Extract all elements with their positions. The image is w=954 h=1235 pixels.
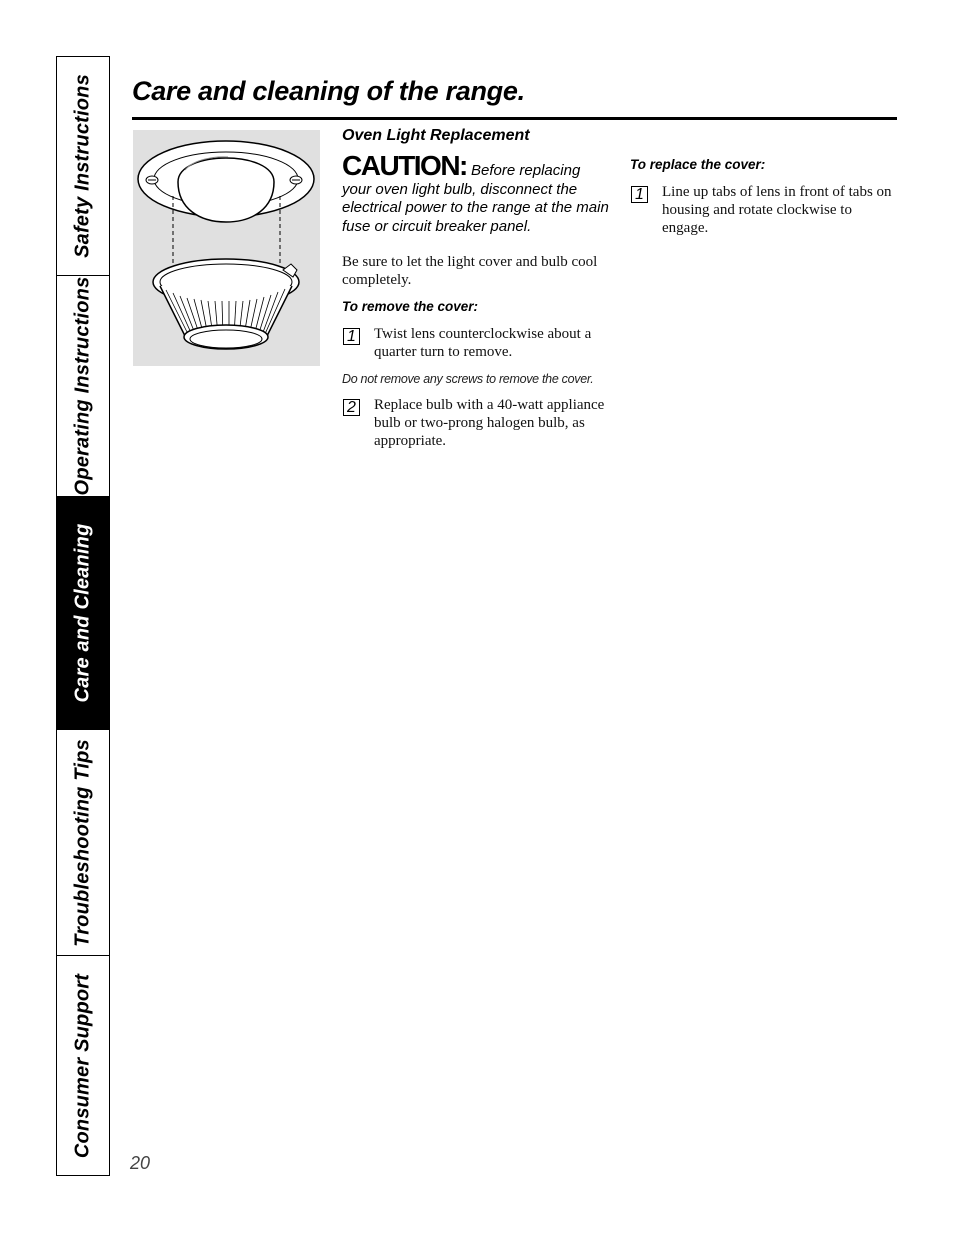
tab-label: Operating Instructions — [71, 276, 94, 496]
replace-step-1 — [630, 183, 895, 237]
title-divider — [132, 117, 897, 120]
tab-troubleshooting-tips[interactable] — [57, 730, 109, 956]
step-text: Twist lens counterclockwise about a quarter turn to remove. — [374, 326, 592, 360]
step-number: 2 — [343, 399, 360, 416]
tab-label: Safety Instructions — [71, 74, 94, 258]
page-number: 20 — [130, 1153, 151, 1173]
intro-paragraph: Be sure to let the light cover and bulb cool completely. — [342, 254, 598, 288]
instructions-column-right — [630, 157, 895, 237]
caution-notice — [342, 150, 612, 236]
step-text: Line up tabs of lens in front of tabs on housing and rotate clockwise to engage. — [662, 184, 892, 236]
tab-operating-instructions[interactable] — [57, 276, 109, 497]
light-cover-diagram — [133, 130, 320, 366]
section-tabs — [56, 56, 110, 1176]
section-heading: Oven Light Replacement — [342, 127, 530, 144]
remove-step-1 — [342, 325, 612, 361]
replace-cover-heading: To replace the cover: — [630, 157, 766, 172]
tab-label: Care and Cleaning — [71, 523, 94, 703]
page-title: Care and cleaning of the range. — [132, 76, 525, 106]
step-text: Replace bulb with a 40-watt appliance bulb or two-prong halogen bulb, as appropriate. — [374, 397, 605, 449]
oven-light-illustration — [133, 130, 320, 366]
tab-care-and-cleaning[interactable] — [57, 497, 109, 730]
step-number: 1 — [343, 328, 360, 345]
tab-safety-instructions[interactable] — [57, 57, 109, 276]
step-number: 1 — [631, 186, 648, 203]
tab-label: Troubleshooting Tips — [71, 738, 94, 947]
instructions-column-left — [342, 127, 612, 450]
caution-text: Before replacing your oven light bulb, disconnect the electrical power to the range at the main fuse or circuit breaker panel. — [342, 162, 609, 235]
caution-label: CAUTION: — [342, 150, 467, 181]
screws-note: Do not remove any screws to remove the cover. — [342, 372, 594, 386]
remove-step-2 — [342, 396, 612, 450]
remove-cover-heading: To remove the cover: — [342, 299, 479, 314]
tab-label: Consumer Support — [71, 973, 94, 1158]
tab-consumer-support[interactable] — [57, 956, 109, 1175]
